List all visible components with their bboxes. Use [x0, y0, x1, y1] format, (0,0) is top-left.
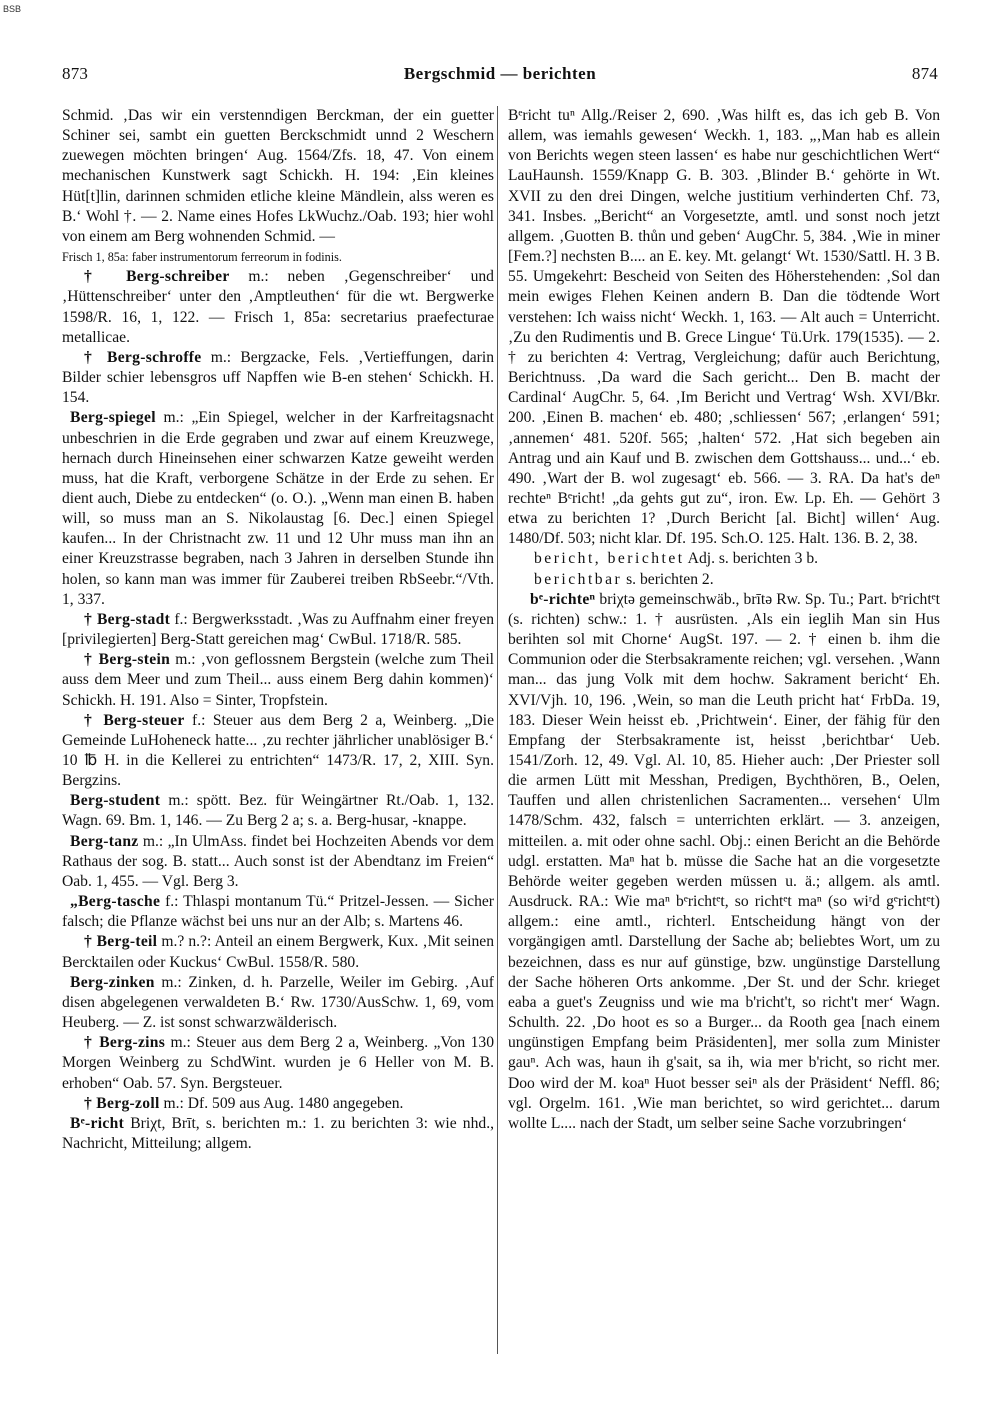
entry-text: m.: Steuer aus dem Berg 2 a, Weinberg. „Von 130 Morgen Weinberg zu SchdWint. wurden je 6 Heller von M. B. erhoben“ Oab. 57. Syn. Bergsteuer. [62, 1034, 494, 1092]
page-number-right: 874 [911, 64, 938, 83]
entry-text: m.: Zinken, d. h. Parzelle, Weiler im Gebirg. ‚Auf disen abgelegenen verwaldeten B.‘ Rw. 1730/AusSchw. 1, 69, vom Heuberg. — Z. ist sonst schwarzwälderisch. [62, 973, 494, 1032]
entry-text: briχtə gemeinschwäb., brītə Rw. Sp. Tu.; Part. bᵉrichtᵉt (s. richten) schw.: 1. † ausrüsten. ‚Als ein ieglih Man sin Hus berihten sol mit Chorne‘ AugSt. 197. — 2. † einen b. ihm die Communion oder die Sterbsakramente reichen; vgl. versehen. ‚Wann man... das jung Volk mit dem hochw. Sakrament bericht‘ Eh. XVI/Vjh. 10, 196. ‚Wein, so man die Leuth pricht hat‘ FrbDa. 19, 183. Dieser Wein heisst eb. ‚Prichtwein‘. Einer, der fähig für den Empfang der Sterbsakramente ist, heisst ‚berichtbar‘ Ueb. 1541/Zorh. 12, 49. Vgl. Al. 10, 85. Hieher auch: ‚Der Priester soll die armen Lütt mit Messhan, Predigen, Bychthören, B., Oelen, Tauffen und allen christenlichen Sacramenten... versehen‘ Ulm 1478/Schm. 432, falsch = unterrichten erklärt. — 3. anzeigen, mitteilen. a. mit oder ohne sachl. Obj.: einen Bericht an die Behörde udgl. erstatten. Maⁿ hat b. müsse die Sache hat an die vorgesetzte Behörde weiter gegeben werden müssen u. ä.; allgem. als amtl. Ausdruck. RA.: Wie maⁿ bᵉrichtᵉt, so richtᵉt maⁿ (so wiʳd gᵉrichtᵉt) allgem.: eine amtl., richterl. Entscheidung hängt von der vorgängigen amtl. Darstellung der Sache ab; beliebtes Wort, um zu bezeichnen, dass es nur auf günstige, bzw. ungünstige Darstellung der Sache höheren Orts ankomme. ‚Der St. und der Schr. krieget eaba a guet's Zeugniss und wie ma b'richt't, so richt't mer‘ Wagn. Schulth. 22. ‚Do hoot es so a Burger... da Rooth gea [nach einem ungünstigen Empfang beim Präsidenten], mer solla zum Minister gauⁿ. Ach was, haun ih g'sait, sa ih, wia mer b'richt, so richt mer. Doo wird der M. koaⁿ Huot besser seiⁿ als der Präsident‘ Neffl. 86; vgl. Orgelm. 161. ‚Wie man berichtet, so wird gerichtet... darum wollte L.... nach der Stadt, um selber seine Sache vorzubringen‘ [508, 590, 940, 1132]
entry-text: m.: „In UlmAss. findet bei Hochzeiten Abends vor dem Rathaus der sog. B. statt... Auch sonst ist der Abendtanz im Freien“ Oab. 1, 455. — Vgl. Berg 3. [62, 832, 494, 890]
headword: Berg-spiegel [70, 409, 156, 427]
headword: † Berg-schreiber [84, 268, 230, 286]
headword: † Berg-stadt [84, 610, 171, 628]
entry-text: m.: „Ein Spiegel, welcher in der Karfreitagsnacht unbeschrien in die Erde gegraben und zwar auf einem Kreuzwege, hernach durch Hineinsehen einer schwarzen Katze geweiht werden muss, hat die Kraft, verborgene Schätze in der Erde zu sehen. Er dient auch, Diebe zu entdecken“ (o. O.). „Wenn man einen B. haben will, so muss man an S. Nikolaustag [6. Dec.] einen Spiegel kaufen... In der Christnacht zw. 11 und 12 Uhr muss man ihn an einer Kreuzstrasse begraben, nach 3 Jahren in derselben Stunde ihn holen, so kann man was immer für Zauberei treiben RbSeebr.“/Vth. 1, 337. [62, 409, 494, 608]
headword: † Berg-zoll [84, 1094, 160, 1112]
entry-text: f.: Steuer aus dem Berg 2 a, Weinberg. „Die Gemeinde LuHoheneck hatte... ‚zu rechter jährlicher unablösiger B.‘ 10 ℔ H. in die Kellerei zu entrichten“ 1473/R. 17, 2, XIII. Syn. Bergzins. [62, 711, 494, 790]
headword: † Berg-stein [84, 651, 171, 669]
entry-berg-schreiber [62, 267, 494, 348]
entry-text: m.: neben ‚Gegenschreiber‘ und ‚Hüttenschreiber‘ unter den ‚Amptleuthen‘ für die wt. Bergwerke 1598/R. 16, 1, 122. — Frisch 1, 85a: secretarius praefecturae metallicae. [62, 268, 494, 346]
headword: † Berg-zins [84, 1034, 166, 1052]
entry-text: m.: Bergzacke, Fels. ‚Vertieffungen, darin Bilder schier lebensgros uff Napffen wie B-en stehen‘ Schickh. H. 154. [62, 348, 494, 407]
entry-berichten [508, 590, 940, 1134]
headword: Bᵉ-richt [70, 1114, 125, 1132]
entry-bericht [62, 1114, 494, 1154]
entry-text: Briχt, Brīt, s. berichten m.: 1. zu berichten 3: wie nhd., Nachricht, Mitteilung; allgem. [62, 1114, 494, 1152]
entry-berg-student [62, 791, 494, 831]
headword: Berg-tanz [70, 832, 139, 850]
entry-berichtbar [508, 570, 940, 590]
entry-berg-spiegel [62, 408, 494, 610]
entry-text: m.? n.?: Anteil an einem Bergwerk, Kux. ‚Mit seinen Bercktailen oder Kuckus‘ CwBul. 1558/R. 580. [62, 933, 494, 971]
entry-berg-zoll [62, 1094, 494, 1114]
entry-berg-tanz [62, 832, 494, 892]
entry-berg-schroffe [62, 348, 494, 408]
library-stamp: BSB [3, 4, 22, 14]
column-divider [497, 106, 498, 1354]
entry-text: m.: ‚von geflossnem Bergstein (welche zum Theil auss dem Meer und zum Theil... auss einem Berg dahin kommen)‘ Schickh. H. 191. Also = Sinter, Tropfstein. [62, 651, 495, 709]
entry-text: m.: spött. Bez. für Weingärtner Rt./Oab. 1, 132. Wagn. 69. Bm. 1, 146. — Zu Berg 2 a; s. a. Berg-husar, -knappe. [62, 792, 494, 830]
entry-text: s. berichten 2. [622, 570, 714, 588]
right-column [508, 106, 940, 1134]
running-title: Bergschmid — berichten [403, 64, 597, 83]
entry-text: Adj. s. berichten 3 b. [684, 550, 819, 568]
headword: „Berg-tasche [70, 893, 161, 911]
entry-bericht-berichtet [508, 549, 940, 569]
entry-berg-stein [62, 650, 494, 710]
entry-text: m.: Df. 509 aus Aug. 1480 angegeben. [159, 1094, 404, 1112]
entry-berg-zins [62, 1033, 494, 1093]
entry-berg-zinken [62, 973, 494, 1033]
entry-text: Frisch 1, 85a: faber instrumentorum ferreorum in fodinis. [62, 250, 342, 265]
entry-note [62, 247, 494, 267]
headword: bericht, berichtet [534, 550, 685, 568]
entry-text: f.: Bergwerksstadt. ‚Was zu Auffnahm einer freyen [privilegierten] Berg-Statt gereichen mag‘ CwBul. 1718/R. 585. [62, 610, 495, 649]
entry-berg-stadt [62, 610, 494, 650]
entry-continuation [62, 106, 494, 247]
entry-berg-tasche [62, 892, 494, 932]
left-column [62, 106, 494, 1154]
entry-continuation [508, 106, 940, 549]
headword: berichtbar [534, 570, 623, 588]
entry-berg-teil [62, 932, 494, 972]
page-number-left: 873 [62, 64, 89, 83]
headword: Berg-zinken [70, 973, 155, 991]
entry-berg-steuer [62, 711, 494, 792]
page-header [62, 64, 938, 90]
headword: † Berg-schroffe [84, 348, 202, 366]
headword: bᵉ-richteⁿ [530, 590, 596, 608]
headword: Berg-student [70, 792, 161, 810]
headword: † Berg-steuer [84, 711, 185, 729]
entry-text: f.: Thlaspi montanum Tü.“ Pritzel-Jessen. — Sicher falsch; die Pflanze wächst bei uns nur an der Alb; s. Martens 46. [62, 893, 494, 931]
headword: † Berg-teil [84, 933, 158, 951]
entry-text: Bᵉricht tuⁿ Allg./Reiser 2, 690. ‚Was hilft es, das ich geb B. Von allem, was iemahls gewesen‘ Weckh. 1, 183. „‚Man hab es allein von Berichts wegen steen lassen‘ es habe nur geschichtlichen Wert“ LauHaunsh. 1559/Knapp G. B. 303. ‚Blinder B.‘ gehörte in Wt. XVII zu den drei Dingen, welche justitium verhinderten Chf. 73, 341. Insbes. „Bericht“ an Vorgesetzte, amtl. und sonst noch jetzt allgem. ‚Guotten B. thůn und geben‘ AugChr. 5, 384. ‚Wie in miner [Fem.?] nechsten B.... an E. key. Mt. gelangt‘ Wt. 1530/Sattl. H. 3 B. 55. Umgekehrt: Bescheid von Seiten des Höherstehenden: ‚Sol dan mein ewiges Flehen Keinen andern B. Dan die tödtende Wort verstehen: Ich waiss nicht‘ Weckh. 1, 163. — Alt auch = Unterricht. ‚Zu den Rudimentis und B. Grece Lingue‘ Tü.Urk. 179(1535). — 2. † zu berichten 4: Vertrag, Vergleichung; dafür auch Berichtung, Berichtnuss. ‚Da ward die Sach gericht... Den B. macht der Cardinal‘ AugChr. 5, 64. ‚Im Bericht und Vertrag‘ Wsh. XVI/Bkr. 200. ‚Einen B. machen‘ eb. 480; ‚schliessen‘ 567; ‚erlangen‘ 591; ‚annemen‘ 481. 520f. 565; ‚halten‘ 572. ‚Hat sich begeben ain Antrag und ain Kauf und B. zwischen dem Gottshauss... und...‘ eb. 490. ‚Wart der B. wol zugesagt‘ eb. 566. — 3. RA. Da hat's deⁿ rechteⁿ Bᵉricht! „da gehts gut zu“, iron. Ew. Lp. Eh. — Gehört 3 etwa zu berichten 1? ‚Durch Bericht [al. Bicht] willen‘ Aug. 1480/Df. 503; nicht klar. Df. 195. Sch.O. 125. Halt. 136. B. 2, 38. [508, 107, 940, 548]
entry-text: Schmid. ‚Das wir ein verstenndigen Berckman, der ein guetter Schiner sei, sambt ein guetten Berckschmidt unnd 2 Weschern zuewegen möchten bringen‘ Aug. 1564/Zfs. 18, 47. Von einem mechanischen Kunstwerk sagt Schickh. H. 194: ‚Ein kleines Hüt[t]lin, darinnen schmiden etliche kleine Mändlein, alss weren es B.‘ Wohl †. — 2. Name eines Hofes LkWuchz./Oab. 193; hier wohl von einem am Berg wohnenden Schmid. — [62, 107, 494, 245]
